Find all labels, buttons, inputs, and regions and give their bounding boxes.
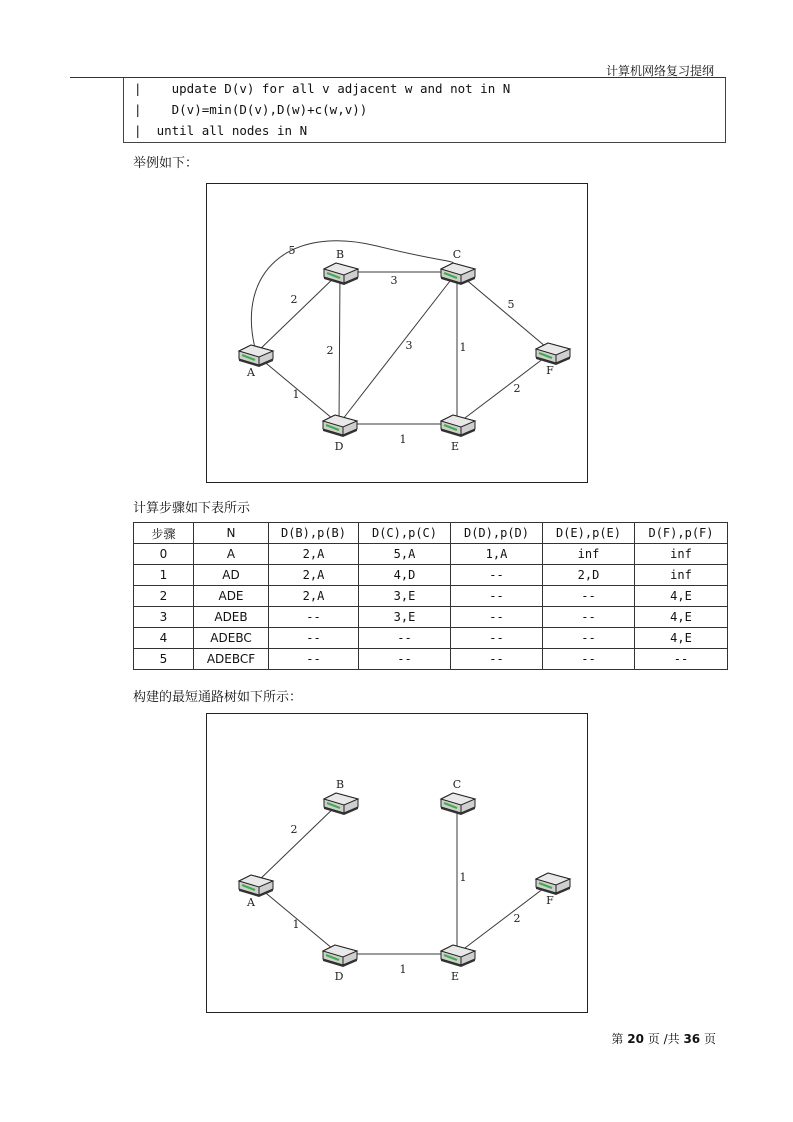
edge-weight-label: 2 [513, 382, 521, 395]
table-header-cell: D(B),p(B) [269, 523, 359, 544]
table-header-cell: 步骤 [134, 523, 194, 544]
router-icon [239, 875, 273, 897]
network-graph-figure [206, 183, 588, 483]
footer-prefix: 第 [611, 1032, 624, 1046]
router-icon [324, 793, 358, 815]
table-cell: A [194, 544, 269, 565]
edge-weight-label: 2 [290, 823, 298, 836]
tree-intro-text: 构建的最短通路树如下所示： [133, 690, 303, 705]
footer-suffix: 页 [703, 1032, 716, 1046]
table-cell: 2 [134, 586, 194, 607]
table-cell: -- [359, 649, 451, 670]
table-cell: 2,A [269, 565, 359, 586]
node-label: F [546, 364, 554, 377]
table-cell: -- [269, 649, 359, 670]
table-row [134, 586, 728, 607]
edge-a-b [255, 802, 340, 884]
node-label: D [334, 440, 344, 453]
table-cell: -- [451, 586, 543, 607]
node-label: C [452, 248, 462, 261]
edge-weight-label: 5 [288, 244, 296, 257]
router-icon [239, 345, 273, 367]
table-cell: ADE [194, 586, 269, 607]
table-cell: 4,E [635, 586, 728, 607]
table-cell: 2,D [543, 565, 635, 586]
table-cell: 4,E [635, 607, 728, 628]
table-cell: inf [543, 544, 635, 565]
edge-weight-label: 1 [399, 433, 407, 446]
table-header-cell: D(D),p(D) [451, 523, 543, 544]
table-cell: ADEBC [194, 628, 269, 649]
example-intro-text: 举例如下： [133, 156, 199, 171]
router-icon [441, 415, 475, 437]
current-page-number: 20 [627, 1032, 644, 1046]
edge-weight-label: 2 [290, 293, 298, 306]
node-label: E [450, 970, 460, 983]
table-cell: 5 [134, 649, 194, 670]
total-page-count: 36 [683, 1032, 701, 1046]
table-cell: -- [543, 586, 635, 607]
node-label: F [546, 894, 554, 907]
table-header-cell: D(F),p(F) [635, 523, 728, 544]
node-label: A [247, 896, 255, 909]
edge-weight-label: 3 [390, 274, 398, 287]
table-cell: AD [194, 565, 269, 586]
node-label: B [335, 778, 345, 791]
table-cell: 4 [134, 628, 194, 649]
edge-c-d [339, 272, 457, 424]
router-icon [323, 945, 357, 967]
shortest-path-tree-figure [206, 713, 588, 1013]
edge-weight-label: 1 [459, 871, 467, 884]
table-header-row [134, 523, 728, 544]
table-cell: inf [635, 565, 728, 586]
footer-middle: 页 /共 [647, 1032, 680, 1046]
table-row [134, 628, 728, 649]
dijkstra-steps-table [133, 522, 728, 670]
table-header-cell: D(E),p(E) [543, 523, 635, 544]
edge-c-f [457, 272, 552, 352]
table-row [134, 607, 728, 628]
table-cell: -- [451, 649, 543, 670]
table-row [134, 565, 728, 586]
table-cell: ADEB [194, 607, 269, 628]
table-cell: -- [451, 607, 543, 628]
router-icon [536, 343, 570, 365]
page-header-title: 计算机网络复习提纲 [605, 64, 714, 78]
table-cell: -- [269, 607, 359, 628]
edge-e-f [457, 882, 552, 954]
table-row [134, 649, 728, 670]
router-icon [536, 873, 570, 895]
table-cell: -- [451, 628, 543, 649]
table-cell: 0 [134, 544, 194, 565]
edge-weight-label: 5 [507, 298, 515, 311]
table-cell: -- [451, 565, 543, 586]
table-row [134, 544, 728, 565]
router-icon [441, 793, 475, 815]
table-cell: 2,A [269, 586, 359, 607]
table-cell: -- [269, 628, 359, 649]
edge-weight-label: 2 [513, 912, 521, 925]
table-cell: 3 [134, 607, 194, 628]
node-label: D [334, 970, 344, 983]
table-cell: 5,A [359, 544, 451, 565]
code-line: | update D(v) for all v adjacent w and not in N [134, 81, 511, 96]
edge-a-c [251, 241, 457, 348]
router-icon [441, 945, 475, 967]
table-cell: 2,A [269, 544, 359, 565]
edge-weight-label: 1 [292, 918, 300, 931]
table-cell: -- [543, 628, 635, 649]
router-icon [323, 415, 357, 437]
edge-a-b [255, 272, 340, 354]
edge-weight-label: 3 [405, 339, 413, 352]
table-cell: -- [543, 607, 635, 628]
table-cell: 1,A [451, 544, 543, 565]
node-label: A [247, 366, 255, 379]
table-header-cell: D(C),p(C) [359, 523, 451, 544]
table-cell: 1 [134, 565, 194, 586]
edge-weight-label: 2 [326, 344, 334, 357]
network-graph-svg [207, 184, 589, 484]
code-line: | until all nodes in N [134, 123, 308, 138]
steps-intro-text: 计算步骤如下表所示 [133, 501, 251, 516]
table-cell: -- [543, 649, 635, 670]
code-block [123, 78, 726, 143]
node-label: E [450, 440, 460, 453]
router-icon [324, 263, 358, 285]
table-cell: ADEBCF [194, 649, 269, 670]
code-line: | D(v)=min(D(v),D(w)+c(w,v)) [134, 102, 368, 117]
table-cell: -- [359, 628, 451, 649]
edge-weight-label: 1 [399, 963, 407, 976]
table-cell: 3,E [359, 607, 451, 628]
node-label: C [452, 778, 462, 791]
edge-e-f [457, 352, 552, 424]
table-cell: 4,D [359, 565, 451, 586]
page-footer [611, 1030, 716, 1047]
edge-b-d [339, 272, 340, 424]
table-cell: 4,E [635, 628, 728, 649]
edge-weight-label: 1 [292, 388, 300, 401]
table-cell: -- [635, 649, 728, 670]
edge-weight-label: 1 [459, 341, 467, 354]
table-cell: inf [635, 544, 728, 565]
shortest-path-tree-svg [207, 714, 589, 1014]
table-header-cell: N [194, 523, 269, 544]
table-cell: 3,E [359, 586, 451, 607]
router-icon [441, 263, 475, 285]
node-label: B [335, 248, 345, 261]
